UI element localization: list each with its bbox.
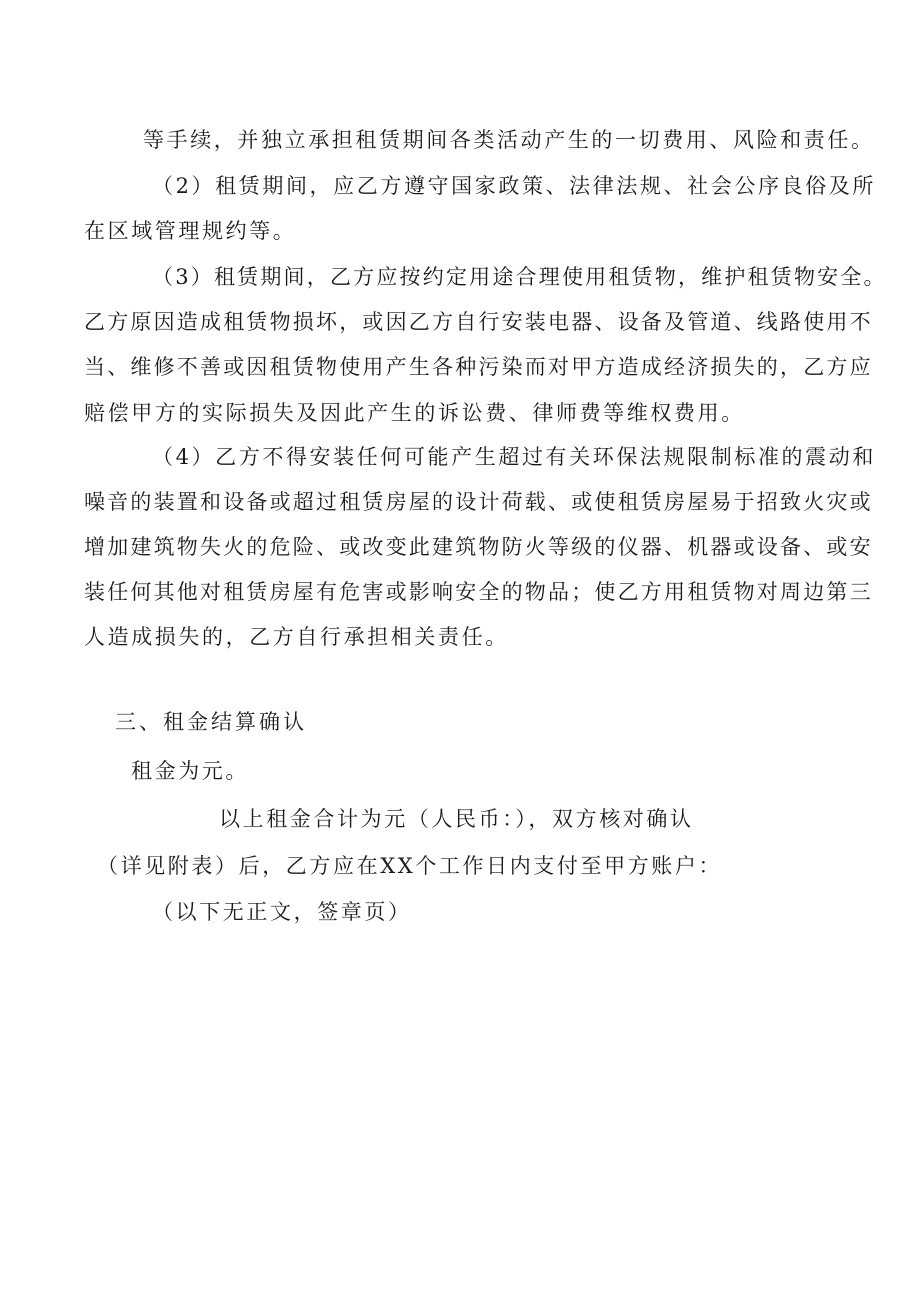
paragraph-line: 噪音的装置和设备或超过租赁房屋的设计荷载、或使租赁房屋易于招致火灾或 (84, 490, 873, 514)
rent-total-line: 以上租金合计为元（人民币：），双方核对确认 (219, 807, 694, 831)
paragraph-line: 赔偿甲方的实际损失及因此产生的诉讼费、律师费等维权费用。 (84, 401, 745, 425)
paragraph-line: 当、维修不善或因租赁物使用产生各种污染而对甲方造成经济损失的，乙方应 (84, 355, 873, 379)
section-3-heading: 三、租金结算确认 (115, 710, 307, 734)
paragraph-line: 在区域管理规约等。 (84, 219, 297, 243)
clause-2-line: （2）租赁期间，应乙方遵守国家政策、法律法规、社会公序良俗及所 (152, 174, 876, 198)
paragraph-line: 装任何其他对租赁房屋有危害或影响安全的物品；使乙方用租赁物对周边第三 (84, 580, 873, 604)
end-of-text-note: （以下无正文，签章页） (152, 900, 412, 924)
clause-4-line: （4）乙方不得安装任何可能产生超过有关环保法规限制标准的震动和 (152, 445, 876, 469)
paragraph-line: 人造成损失的，乙方自行承担相关责任。 (84, 625, 509, 649)
paragraph-line: 乙方原因造成租赁物损坏，或因乙方自行安装电器、设备及管道、线路使用不 (84, 310, 873, 334)
paragraph-line: 增加建筑物失火的危险、或改变此建筑物防火等级的仪器、机器或设备、或安 (84, 535, 873, 559)
payment-terms-line: （详见附表）后，乙方应在XX个工作日内支付至甲方账户： (97, 854, 723, 878)
clause-3-line: （3）租赁期间，乙方应按约定用途合理使用租赁物，维护租赁物安全。 (152, 265, 887, 289)
rent-amount-line: 租金为元。 (131, 759, 249, 783)
paragraph-line: 等手续，并独立承担租赁期间各类活动产生的一切费用、风险和责任。 (143, 128, 875, 152)
